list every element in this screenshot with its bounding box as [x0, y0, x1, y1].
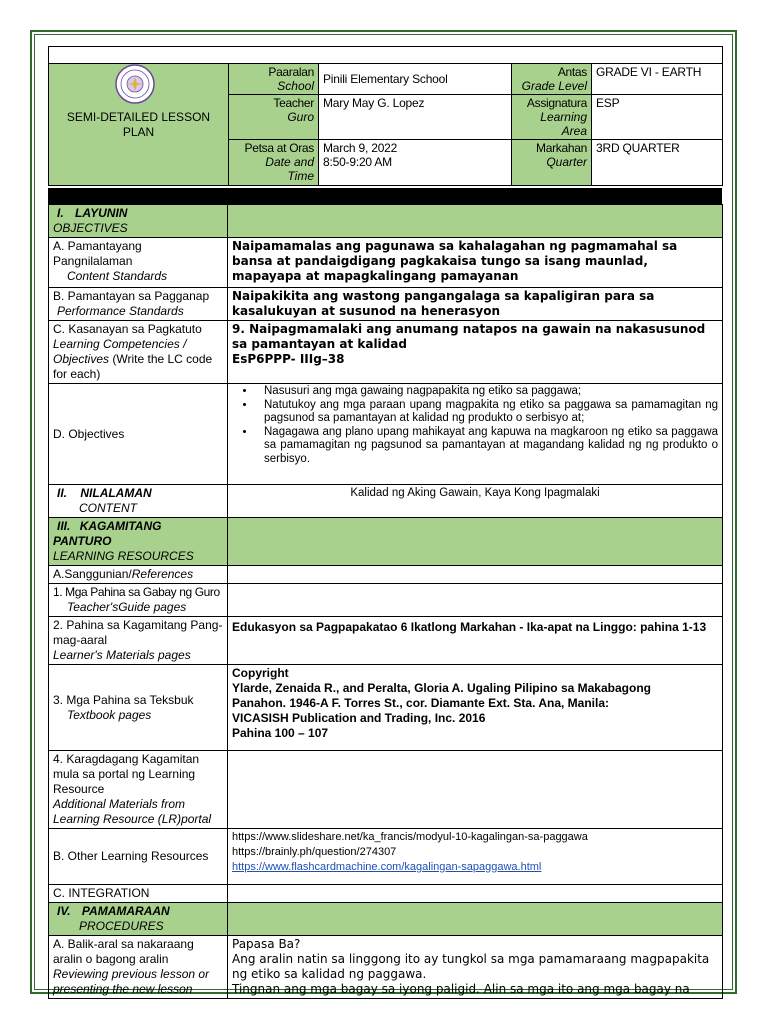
label-school: Paaralan School	[229, 64, 319, 95]
school-value: Pinili Elementary School	[319, 64, 512, 95]
section-title: LAYUNIN	[75, 206, 128, 220]
review-label: A. Balik-aral sa nakaraang aralin o bagong aralin	[53, 937, 194, 966]
label-learning-area: Assignatura Learning Area	[512, 95, 592, 140]
section-title: NILALAMAN	[80, 486, 152, 500]
textbook-line: Copyright	[232, 666, 289, 680]
competency-text: 9. Naipagmamalaki ang anumang natapos na gawain na nakasusunod sa pamantayan at kalidad	[232, 322, 706, 351]
competency-note: (Write the LC code for each)	[53, 352, 213, 381]
additional-materials-label: 4. Karagdagang Kagamitan mula sa portal ng Learning Resource	[53, 752, 200, 796]
learners-materials-value: Edukasyon sa Pagpapakatao 6 Ikatlong Markahan - Ika-apat na Linggo: pahina 1-13	[228, 617, 723, 665]
references-sub: References	[131, 567, 194, 581]
textbook-label-cell	[49, 665, 228, 751]
integration-label-cell	[49, 885, 228, 903]
label-quarter: Markahan Quarter	[512, 140, 592, 186]
date-value: March 9, 2022	[323, 141, 398, 155]
competency-text-cell	[228, 321, 723, 384]
review-text	[228, 936, 723, 999]
deped-seal-icon	[115, 64, 155, 104]
section-subtitle: PROCEDURES	[79, 919, 164, 933]
section-resources-header	[49, 518, 228, 566]
textbook-line: Pahina 100 – 107	[232, 726, 329, 740]
objective-item: • Nagagawa ang plano upang mahikayat ang kapuwa na magkaroon ng etiko sa paggawa sa pamamagitan ng pagsunod sa pamantayan at magandang kalidad ng ng produkto o serbisyo.	[256, 426, 718, 467]
label-teacher: Teacher Guro	[229, 95, 319, 140]
integration-label: C. INTEGRATION	[53, 886, 150, 900]
competency-label: C. Kasanayan sa Pagkatuto	[53, 322, 202, 336]
other-resources-label-cell	[49, 829, 228, 885]
section-resources-fill	[228, 518, 723, 566]
objective-item: • Nasusuri ang mga gawaing nagpapakita ng etiko sa paggawa;	[256, 385, 718, 399]
label-grade-level: Antas Grade Level	[512, 64, 592, 95]
resource-link[interactable]: https://brainly.ph/question/274307	[232, 846, 397, 858]
performance-standards-label: B. Pamantayan sa Pagganap	[53, 289, 210, 303]
objectives-list-cell	[228, 384, 723, 485]
section-title: PAMAMARAAN	[81, 904, 170, 918]
competency-code: EsP6PPP- IIIg–38	[232, 352, 345, 366]
objectives-label: D. Objectives	[53, 426, 125, 441]
content-standards-text: Naipamamalas ang pagunawa sa kahalagahan ng pagmamahal sa bansa at pandaigdigang pagkakaisa tungo sa isang maunlad, mapayapa at mapagkalingang pamayanan	[228, 238, 723, 288]
competency-sub: Learning Competencies / Objectives	[53, 337, 187, 366]
teachers-guide-sub: Teacher'sGuide pages	[67, 600, 187, 614]
review-label-cell	[49, 936, 228, 999]
section-num: I.	[57, 206, 64, 220]
textbook-label: 3. Mga Pahina sa Teksbuk	[53, 692, 194, 707]
textbook-line: Ylarde, Zenaida R., and Peralta, Gloria A. Ugaling Pilipino sa Makabagong	[232, 681, 651, 695]
grade-level-value: GRADE VI - EARTH	[592, 64, 723, 95]
section-procedures-header	[49, 903, 228, 936]
section-content-header	[49, 485, 228, 518]
other-resources-label: B. Other Learning Resources	[53, 849, 209, 863]
objectives-label-cell	[49, 384, 228, 485]
resource-link[interactable]: https://www.flashcardmachine.com/kagalingan-sapaggawa.html	[232, 861, 542, 873]
review-line: Ang aralin natin sa linggong ito ay tungkol sa mga pamamaraang magpapakita ng etiko sa kalidad ng paggawa.	[232, 952, 710, 981]
textbook-line: Panahon. 1946-A F. Torres St., cor. Diamante Ext. Sta. Ana, Manila:	[232, 696, 609, 710]
learning-area-value: ESP	[592, 95, 723, 140]
learners-materials-label: 2. Pahina sa Kagamitang Pang-mag-aaral	[53, 618, 223, 647]
label-date-time: Petsa at Oras Date and Time	[229, 140, 319, 186]
content-topic: Kalidad ng Aking Gawain, Kaya Kong Ipagmalaki	[228, 485, 723, 518]
teacher-value: Mary May G. Lopez	[319, 95, 512, 140]
section-subtitle: CONTENT	[79, 501, 137, 515]
review-line: Papasa Ba?	[232, 937, 301, 951]
performance-standards-text: Naipakikita ang wastong pangangalaga sa kapaligiran para sa kasalukuyan at susunod na henerasyon	[228, 288, 723, 321]
quarter-value: 3RD QUARTER	[592, 140, 723, 186]
teachers-guide-value	[228, 584, 723, 617]
references-label: A.Sanggunian/	[53, 567, 132, 581]
references-label-cell	[49, 566, 228, 584]
performance-standards-label-cell	[49, 288, 228, 321]
lesson-plan-title: SEMI-DETAILED LESSON PLAN	[66, 109, 211, 139]
date-time-value	[319, 140, 512, 186]
section-num: II.	[57, 486, 68, 500]
time-value: 8:50-9:20 AM	[323, 155, 392, 169]
review-line: Tingnan ang mga bagay sa iyong paligid. Alin sa mga ito ang mga bagay na	[232, 982, 690, 996]
objective-item: • Natutukoy ang mga paraan upang magpakita ng etiko sa paggawa sa pamamagitan ng pagsunod sa pamantayan at kalidad ng produkto o serbisyo at;	[256, 399, 718, 426]
section-num: IV.	[57, 904, 71, 918]
review-sub: Reviewing previous lesson or presenting the new lesson	[53, 967, 210, 996]
textbook-value	[228, 665, 723, 751]
other-resources-links	[228, 829, 723, 885]
header-top-row	[49, 47, 723, 64]
additional-materials-sub: Additional Materials from Learning Resource (LR)portal	[53, 797, 212, 826]
competency-label-cell	[49, 321, 228, 384]
section-subtitle: LEARNING RESOURCES	[53, 549, 194, 563]
section-subtitle: OBJECTIVES	[53, 221, 128, 235]
lesson-plan-table	[48, 204, 723, 999]
resource-link[interactable]: https://www.slideshare.net/ka_francis/modyul-10-kagalingan-sa-paggawa	[232, 831, 588, 843]
references-value	[228, 566, 723, 584]
additional-materials-label-cell	[49, 751, 228, 829]
objectives-list	[232, 385, 718, 466]
textbook-line: VICASISH Publication and Trading, Inc. 2016	[232, 711, 486, 725]
teachers-guide-label: 1. Mga Pahina sa Gabay ng Guro	[53, 585, 220, 599]
content-standards-label-cell	[49, 238, 228, 288]
section-title: KAGAMITANG PANTURO	[53, 519, 162, 548]
learners-materials-sub: Learner's Materials pages	[53, 648, 191, 662]
content-standards-label: A. Pamantayang Pangnilalaman	[53, 239, 142, 268]
section-num: III.	[57, 519, 71, 533]
additional-materials-value	[228, 751, 723, 829]
section-divider-bar	[48, 188, 722, 204]
integration-value	[228, 885, 723, 903]
section-objectives-header	[49, 205, 228, 238]
section-procedures-fill	[228, 903, 723, 936]
learners-materials-label-cell	[49, 617, 228, 665]
textbook-sub: Textbook pages	[67, 707, 152, 722]
section-objectives-fill	[228, 205, 723, 238]
content-standards-sub: Content Standards	[67, 269, 168, 283]
performance-standards-sub: Performance Standards	[57, 304, 184, 318]
teachers-guide-label-cell	[49, 584, 228, 617]
